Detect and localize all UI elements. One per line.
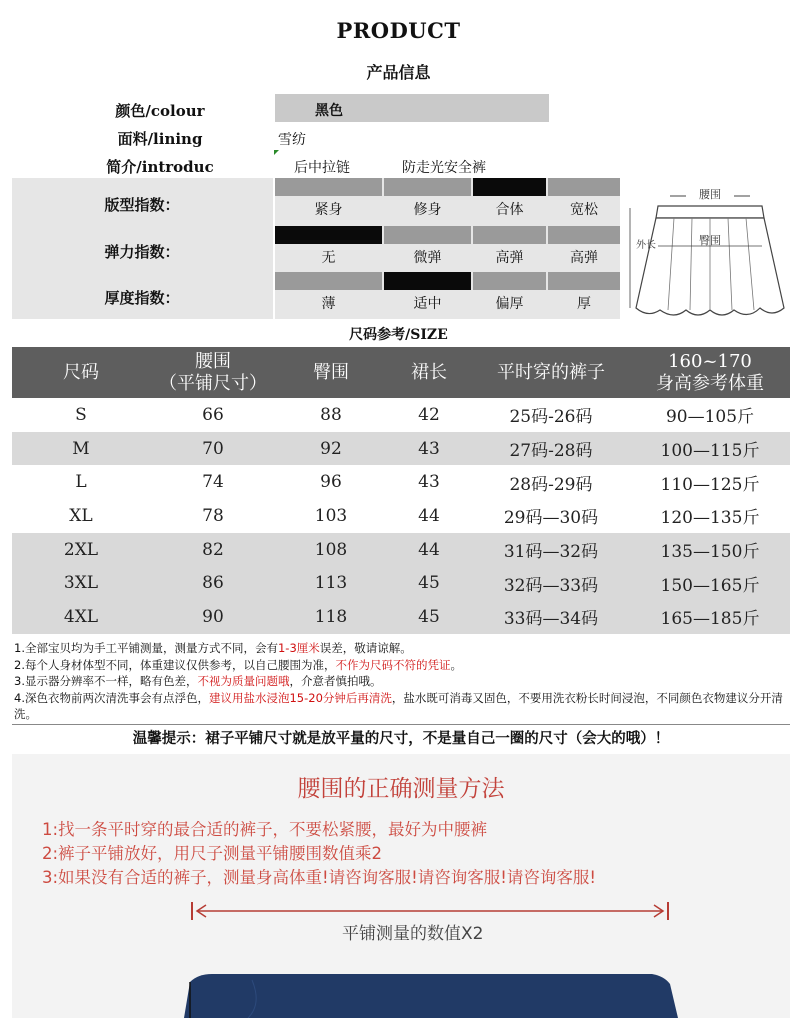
note-highlight: 不作为尺码不符的凭证	[335, 657, 451, 672]
thickness-option-thickish: 偏厚	[495, 296, 524, 312]
elastic-bar-4	[548, 226, 620, 244]
cell-waist: 74	[202, 472, 224, 493]
header-waist	[150, 347, 276, 398]
header-weight-label: 身高参考体重	[656, 372, 764, 394]
elastic-index-label: 弹力指数：	[104, 243, 180, 261]
elastic-bar-3	[473, 226, 546, 244]
colour-value: 黑色	[315, 103, 343, 119]
measure-arrow-label: 平铺测量的数值X2	[342, 924, 484, 944]
hip-diagram-label: 臀围	[699, 234, 721, 247]
warm-tip: 温馨提示：裙子平铺尺寸就是放平量的尺寸，不是量自己一圈的尺寸（会大的哦）！	[12, 724, 790, 753]
measurement-image	[12, 754, 790, 1018]
measure-step-1: 1:找一条平时穿的最合适的裤子，不要松紧腰，最好为中腰裤	[42, 820, 488, 839]
table-row	[12, 398, 790, 432]
note-text: ，盐水既可消毒又固色，不要用洗衣粉长时间浸泡，不同颜色衣物建议分开清洗。	[14, 690, 783, 721]
cell-pants: 31码—32码	[472, 533, 630, 567]
cell-weight: 135—150斤	[630, 533, 790, 567]
cell-length: 45	[386, 566, 472, 600]
cell-length: 42	[418, 404, 440, 425]
cell-hip: 92	[276, 432, 386, 466]
colour-value-bg	[275, 94, 549, 122]
elastic-option-high-2: 高弹	[570, 250, 598, 266]
cell-length: 45	[386, 600, 472, 634]
length-diagram-label: 外长	[636, 240, 656, 251]
table-row	[12, 566, 790, 600]
measure-step-3: 3:如果没有合适的裤子，测量身高体重!请咨询客服!请咨询客服!请咨询客服!	[42, 868, 597, 887]
note-text: 3.显示器分辨率不一样，略有色差，	[14, 674, 198, 688]
pants-measure-illustration	[12, 894, 790, 1018]
notes-block	[14, 640, 789, 723]
cell-hip: 103	[314, 505, 348, 526]
note-1	[14, 640, 789, 657]
table-row	[12, 533, 790, 567]
elastic-bar-1-selected	[275, 226, 382, 244]
cell-weight: 90—105斤	[665, 407, 755, 428]
header-size: 尺码	[12, 347, 150, 398]
cell-size: S	[75, 404, 87, 425]
cell-waist: 90	[150, 600, 276, 634]
cell-hip: 108	[276, 533, 386, 567]
header-length: 裙长	[386, 347, 472, 398]
cell-hip: 88	[320, 404, 342, 425]
header-waist-flat: （平铺尺寸）	[159, 372, 267, 394]
cell-weight: 110—125斤	[660, 474, 760, 495]
thickness-bar-4	[548, 272, 620, 290]
lining-label: 面料/lining	[117, 130, 203, 148]
product-info-subtitle: 产品信息	[366, 63, 431, 82]
cell-waist: 78	[202, 505, 224, 526]
lining-value: 雪纺	[278, 132, 306, 148]
header-usual-pants: 平时穿的裤子	[472, 347, 630, 398]
fit-bar-2	[384, 178, 471, 196]
fit-bar-1	[275, 178, 382, 196]
size-table-header	[12, 347, 790, 398]
thickness-option-thin: 薄	[321, 296, 336, 312]
thickness-bar-1	[275, 272, 382, 290]
cell-pants: 27码-28码	[472, 432, 630, 466]
fit-option-slim: 修身	[413, 202, 442, 218]
fit-bar-3-selected	[473, 178, 546, 196]
thickness-bar-2-selected	[384, 272, 471, 290]
measure-title: 腰围的正确测量方法	[297, 776, 505, 802]
table-row	[12, 499, 790, 533]
cell-pants: 33码—34码	[472, 600, 630, 634]
note-text: ，介意者慎拍哦。	[289, 674, 382, 688]
note-2	[14, 657, 789, 674]
header-waist-label: 腰围	[195, 350, 231, 372]
elastic-option-none: 无	[321, 250, 336, 266]
intro-label: 简介/introduc	[106, 158, 214, 176]
fit-bar-4	[548, 178, 620, 196]
header-height-range: 160~170	[668, 350, 752, 372]
cell-size: XL	[69, 505, 93, 526]
fit-option-regular: 合体	[495, 202, 524, 218]
measure-step-2: 2:裤子平铺放好，用尺子测量平铺腰围数值乘2	[42, 844, 383, 863]
cell-length: 43	[386, 432, 472, 466]
thickness-option-medium: 适中	[413, 296, 442, 312]
header-weight	[630, 347, 790, 398]
cell-pants: 32码—33码	[472, 566, 630, 600]
intro-value-safety-shorts: 防走光安全裤	[402, 160, 486, 176]
cell-waist: 86	[150, 566, 276, 600]
note-text: 。	[450, 657, 462, 672]
page-title: PRODUCT	[336, 18, 461, 43]
cell-weight: 150—165斤	[630, 566, 790, 600]
colour-label: 颜色/colour	[115, 102, 205, 120]
table-row	[12, 465, 790, 499]
cell-waist: 82	[150, 533, 276, 567]
thickness-bar-3	[473, 272, 546, 290]
fit-option-tight: 紧身	[314, 202, 343, 218]
note-3	[14, 673, 789, 690]
elastic-bar-2	[384, 226, 471, 244]
elastic-option-high: 高弹	[495, 250, 524, 266]
header-hip: 臀围	[276, 347, 386, 398]
cell-size: 4XL	[12, 600, 150, 634]
cell-length: 44	[386, 533, 472, 567]
cell-length: 44	[418, 505, 440, 526]
cell-waist: 70	[150, 432, 276, 466]
fit-option-loose: 宽松	[570, 202, 598, 218]
table-row	[12, 432, 790, 466]
intro-value-zipper: 后中拉链	[294, 160, 350, 176]
cell-hip: 113	[276, 566, 386, 600]
thickness-option-thick: 厚	[577, 296, 591, 312]
cell-size: 2XL	[12, 533, 150, 567]
cell-hip: 96	[320, 472, 342, 493]
thickness-index-label: 厚度指数：	[104, 289, 180, 307]
cell-pants: 29码—30码	[503, 508, 599, 529]
cell-pants: 25码-26码	[509, 407, 593, 428]
cell-size: 3XL	[12, 566, 150, 600]
cell-weight: 120—135斤	[660, 508, 760, 529]
note-4	[14, 690, 789, 723]
cell-size: M	[12, 432, 150, 466]
note-text: 1.全部宝贝均为手工平铺测量，测量方式不同，会有	[14, 641, 278, 655]
note-text: 2.每个人身材体型不同，体重建议仅供参考，以自己腰围为准，	[14, 657, 336, 672]
note-text: 4.深色衣物前两次清洗事会有点浮色，	[14, 690, 209, 705]
elastic-option-slight: 微弹	[413, 250, 442, 266]
table-row	[12, 600, 790, 634]
cell-length: 43	[418, 472, 440, 493]
waist-diagram-label: 腰围	[699, 188, 721, 201]
note-highlight: 不视为质量问题哦	[197, 674, 290, 688]
corner-mark	[274, 150, 279, 155]
size-table	[12, 347, 790, 634]
cell-weight: 100—115斤	[630, 432, 790, 466]
size-section-title: 尺码参考/SIZE	[349, 327, 448, 343]
skirt-diagram	[624, 178, 790, 326]
note-highlight: 1-3厘米	[277, 641, 320, 655]
cell-hip: 118	[276, 600, 386, 634]
note-highlight: 建议用盐水浸泡15-20分钟后再清洗	[208, 690, 392, 705]
cell-waist: 66	[202, 404, 224, 425]
fit-index-label: 版型指数：	[104, 196, 180, 214]
cell-size: L	[75, 472, 87, 493]
cell-pants: 28码-29码	[509, 474, 593, 495]
cell-weight: 165—185斤	[630, 600, 790, 634]
note-text: 误差，敬请谅解。	[319, 641, 412, 655]
